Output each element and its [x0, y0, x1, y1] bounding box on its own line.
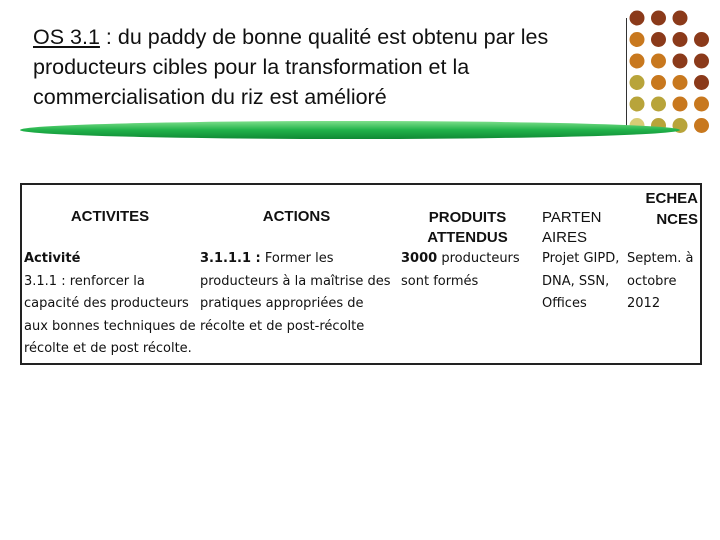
slide-title	[33, 22, 633, 112]
header-activites: ACTIVITES	[70, 208, 150, 225]
decorative-dot	[694, 118, 709, 133]
decorative-dot	[630, 32, 645, 47]
action-code: 3.1.1.1 :	[200, 251, 261, 266]
table-header-row	[21, 184, 701, 248]
decorative-dot	[651, 97, 666, 112]
decorative-dot	[694, 32, 709, 47]
decorative-dot	[694, 75, 709, 90]
header-partenaires-line2: AIRES	[542, 229, 588, 246]
activite-label: Activité	[24, 251, 81, 266]
header-partenaires-line1: PARTEN	[542, 209, 602, 226]
decorative-dot	[651, 11, 666, 26]
decorative-dot	[673, 75, 688, 90]
decorative-dot	[630, 97, 645, 112]
decorative-dot	[630, 54, 645, 69]
decorative-dot	[630, 11, 645, 26]
cell-partenaires: Projet GIPD, DNA, SSN, Offices	[542, 251, 620, 311]
decorative-dot	[673, 97, 688, 112]
activite-text: 3.1.1 : renforcer la capacité des producteurs aux bonnes techniques de récolte et de post récolte.	[24, 273, 196, 356]
objective-text: : du paddy de bonne qualité est obtenu par les producteurs cibles pour la transformation et la commercialisation du riz est amélioré	[33, 25, 549, 109]
cell-echeance: Septem. à octobre 2012	[627, 251, 694, 311]
header-produits	[395, 184, 540, 248]
header-actions: ACTIONS	[262, 208, 331, 225]
header-echeances-line1: ECHEA	[645, 190, 698, 207]
activities-table	[20, 183, 702, 365]
decorative-dot	[673, 54, 688, 69]
green-separator-bar	[20, 120, 680, 140]
action-text: Former les producteurs à la maîtrise des pratiques appropriées de récolte et de post-récolte	[200, 251, 391, 334]
cell-activite	[21, 248, 198, 364]
decorative-dot	[651, 32, 666, 47]
decorative-dot	[694, 97, 709, 112]
produit-text: producteurs sont formés	[401, 251, 520, 289]
header-echeances-line2: NCES	[656, 211, 698, 228]
decorative-dot	[694, 54, 709, 69]
decorative-dot	[673, 11, 688, 26]
decorative-dot	[673, 32, 688, 47]
objective-code: OS 3.1	[33, 25, 100, 49]
table-row	[21, 248, 701, 364]
decorative-dot	[651, 75, 666, 90]
decorative-dot	[630, 75, 645, 90]
header-produits-line2: ATTENDUS	[427, 229, 508, 246]
cell-action	[198, 248, 395, 364]
decorative-dot	[651, 54, 666, 69]
header-echeances	[625, 184, 701, 248]
header-partenaires	[540, 184, 625, 248]
decorative-dot-grid	[627, 8, 720, 138]
cell-produit	[395, 248, 540, 364]
header-produits-line1: PRODUITS	[428, 209, 507, 226]
produit-number: 3000	[401, 251, 438, 266]
